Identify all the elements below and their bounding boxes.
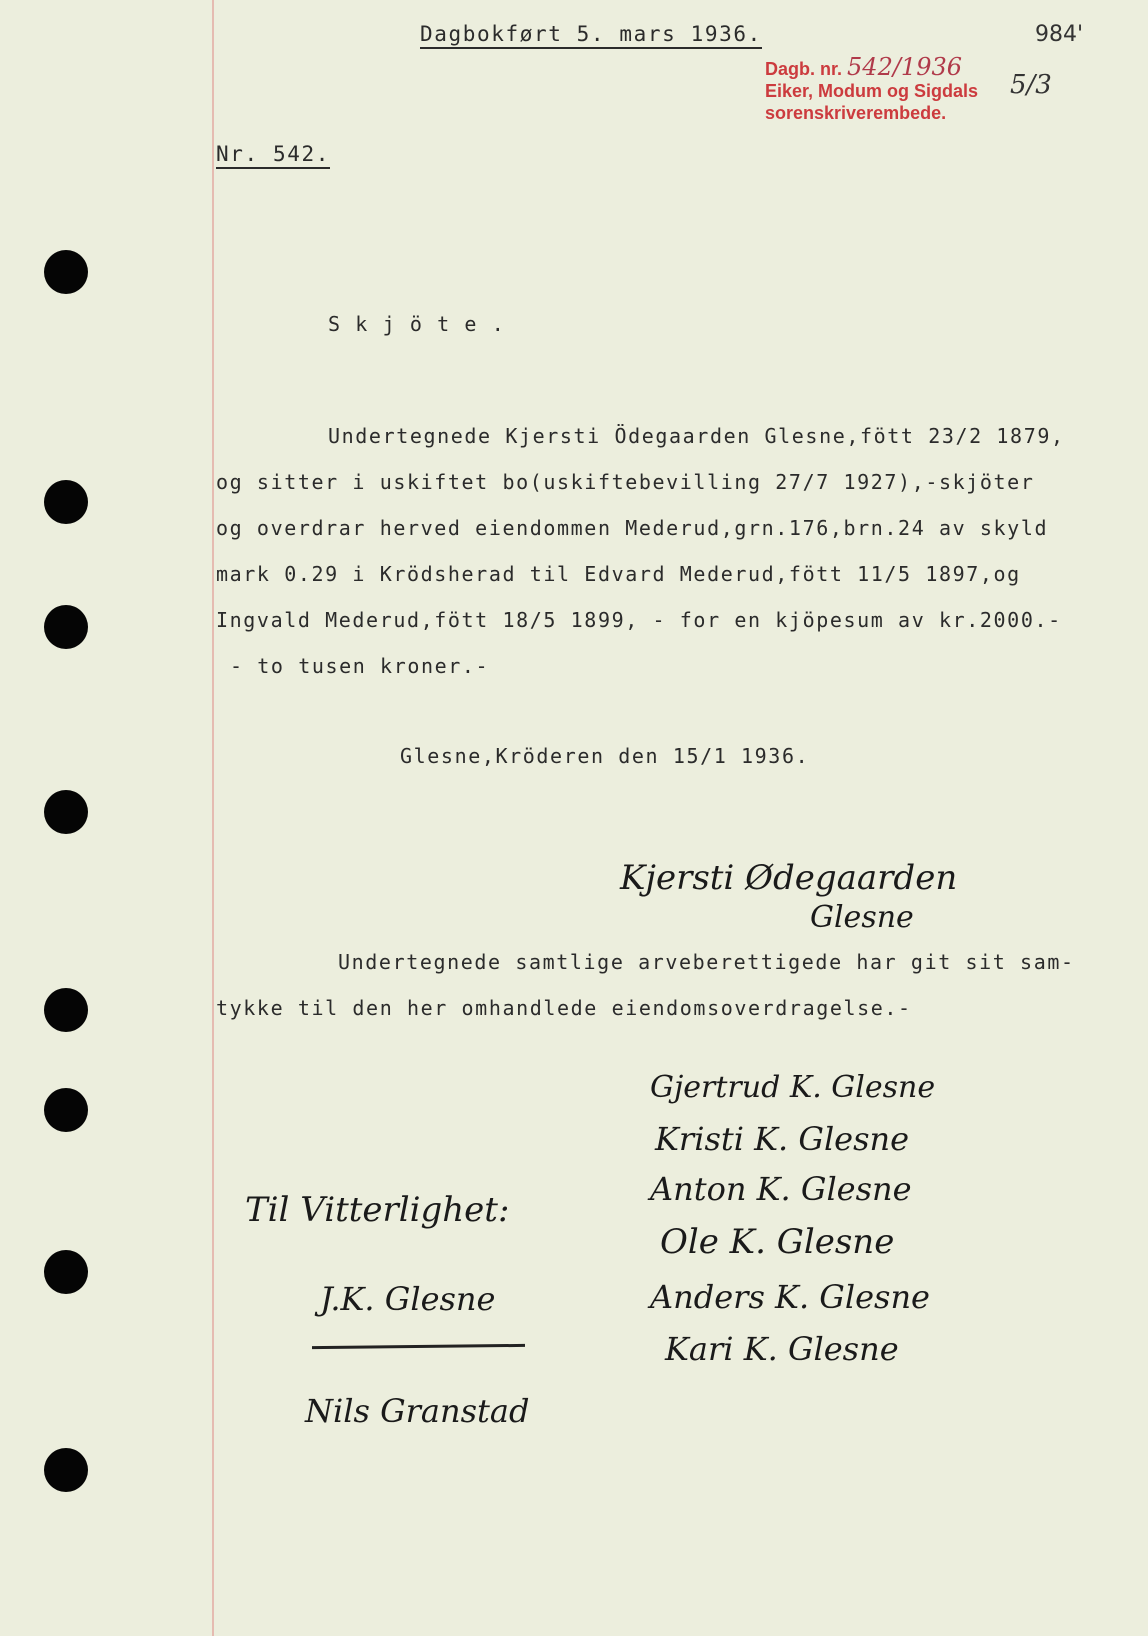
seller-signature: Glesne	[810, 900, 914, 935]
punch-hole	[44, 605, 88, 649]
witness-label: Til Vitterlighet:	[245, 1190, 510, 1230]
body-line: mark 0.29 i Krödsherad til Edvard Mederud,fött 11/5 1897,og	[216, 562, 1021, 586]
witness-signature: Nils Granstad	[305, 1392, 530, 1430]
stamp-year: /1936	[892, 53, 963, 81]
body-line: - to tusen kroner.-	[230, 654, 490, 678]
seller-signature: Kjersti Ødegaarden	[620, 858, 958, 898]
heir-signature: Kari K. Glesne	[665, 1330, 899, 1368]
punch-hole	[44, 988, 88, 1032]
document-title: S k j ö t e .	[328, 312, 506, 336]
heir-signature: Anders K. Glesne	[650, 1278, 930, 1316]
document-number: Nr. 542.	[216, 142, 330, 169]
place-date: Glesne,Kröderen den 15/1 1936.	[400, 744, 810, 768]
stamp-prefix: Dagb. nr.	[765, 59, 843, 79]
consent-line: Undertegnede samtlige arveberettigede har git sit sam-	[338, 950, 1075, 974]
body-line: Ingvald Mederud,fött 18/5 1899, - for en kjöpesum av kr.2000.-	[216, 608, 1062, 632]
side-note: 5/3	[1010, 70, 1052, 100]
body-line: og overdrar herved eiendommen Mederud,grn.176,brn.24 av skyld	[216, 516, 1049, 540]
heir-signature: Kristi K. Glesne	[655, 1120, 910, 1158]
body-line: og sitter i uskiftet bo(uskiftebevilling 27/7 1927),-skjöter	[216, 470, 1035, 494]
heir-signature: Gjertrud K. Glesne	[650, 1070, 936, 1105]
consent-line: tykke til den her omhandlede eiendomsoverdragelse.-	[216, 996, 912, 1020]
heir-signature: Anton K. Glesne	[650, 1170, 912, 1208]
witness-underline	[312, 1344, 525, 1349]
punch-hole	[44, 250, 88, 294]
punch-hole	[44, 1448, 88, 1492]
dagbokfort-header: Dagbokført 5. mars 1936.	[420, 22, 762, 49]
stamp-title: sorenskriverembede.	[765, 103, 947, 123]
registry-stamp	[765, 53, 979, 124]
witness-signature: J.K. Glesne	[320, 1280, 496, 1318]
punch-hole	[44, 480, 88, 524]
heir-signature: Ole K. Glesne	[660, 1222, 895, 1262]
punch-hole	[44, 1088, 88, 1132]
body-line: Undertegnede Kjersti Ödegaarden Glesne,fött 23/2 1879,	[328, 424, 1065, 448]
page-number: 984'	[1035, 22, 1084, 47]
punch-hole	[44, 1250, 88, 1294]
stamp-office: Eiker, Modum og Sigdals	[765, 81, 979, 101]
stamp-number: 542	[847, 53, 893, 81]
punch-hole	[44, 790, 88, 834]
margin-rule	[212, 0, 214, 1636]
